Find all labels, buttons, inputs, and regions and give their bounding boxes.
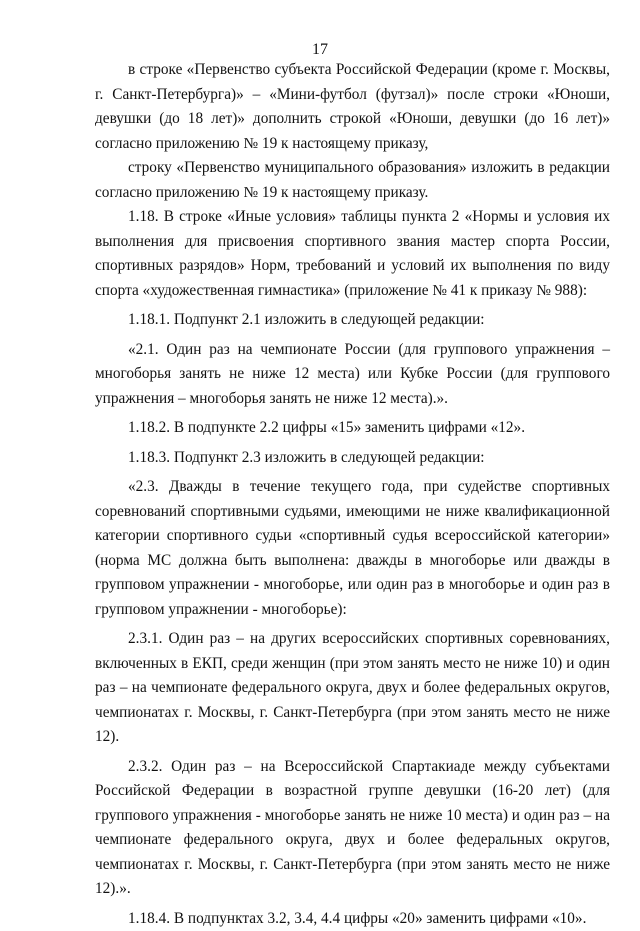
paragraph-4: 1.18.1. Подпункт 2.1 изложить в следующей редакции:: [95, 308, 610, 333]
paragraph-8: «2.3. Дважды в течение текущего года, при судействе спортивных соревнований спортивными судьями, имеющими не ниже квалификационной категории спортивного судьи «спортивный судья всероссийской категории» (норма МС должна быть выполнена: дважды в многоборье или дважды в групповом упражнении - многоборье, или один раз в многоборье и один раз в групповом упражнении - многоборье):: [95, 475, 610, 622]
paragraph-10: 2.3.2. Один раз – на Всероссийской Спартакиаде между субъектами Российской Федерации в возрастной группе девушки (16-20 лет) (для группового упражнения - многоборье занять не ниже 10 места) и один раз – на чемпионате федерального округа, двух и более федеральных округов, чемпионатах г. Москвы, г. Санкт-Петербурга (при этом занять место не ниже 12).».: [95, 755, 610, 902]
paragraph-6: 1.18.2. В подпункте 2.2 цифры «15» заменить цифрами «12».: [95, 416, 610, 441]
page-number: 17: [0, 40, 640, 60]
paragraph-3: 1.18. В строке «Иные условия» таблицы пункта 2 «Нормы и условия их выполнения для присвоения спортивного звания мастер спорта России, спортивных разрядов» Норм, требований и условий их выполнения по виду спорта «художественная гимнастика» (приложение № 41 к приказу № 988):: [95, 205, 610, 303]
paragraph-5: «2.1. Один раз на чемпионате России (для группового упражнения – многоборья занять не ниже 12 места) или Кубке России (для группового упражнения – многоборья занять не ниже 12 места).».: [95, 338, 610, 412]
paragraph-11: 1.18.4. В подпунктах 3.2, 3.4, 4.4 цифры «20» заменить цифрами «10».: [95, 907, 610, 931]
paragraph-7: 1.18.3. Подпункт 2.3 изложить в следующей редакции:: [95, 446, 610, 471]
paragraph-2: строку «Первенство муниципального образования» изложить в редакции согласно приложению № 19 к настоящему приказу.: [95, 156, 610, 205]
document-body: [95, 58, 610, 931]
paragraph-1: в строке «Первенство субъекта Российской Федерации (кроме г. Москвы, г. Санкт-Петербурга)» – «Мини-футбол (футзал)» после строки «Юноши, девушки (до 18 лет)» дополнить строкой «Юноши, девушки (до 16 лет)» согласно приложению № 19 к настоящему приказу,: [95, 58, 610, 156]
paragraph-9: 2.3.1. Один раз – на других всероссийских спортивных соревнованиях, включенных в ЕКП, среди женщин (при этом занять место не ниже 10) и один раз – на чемпионате федерального округа, двух и более федеральных округов, чемпионатах г. Москвы, г. Санкт-Петербурга (при этом занять место не ниже 12).: [95, 627, 610, 750]
